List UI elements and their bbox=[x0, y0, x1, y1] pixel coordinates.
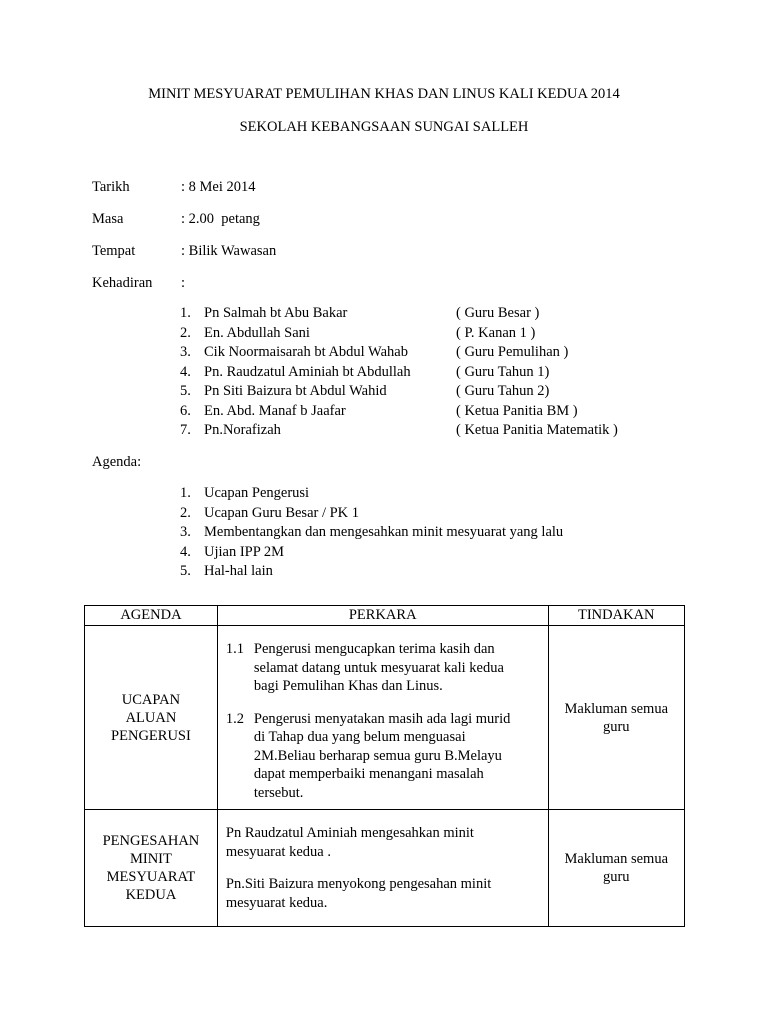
attendee-name: Cik Noormaisarah bt Abdul Wahab bbox=[204, 344, 408, 360]
list-item bbox=[180, 363, 660, 383]
attendee-role: ( Guru Tahun 2) bbox=[456, 383, 550, 399]
attendee-name: Pn Siti Baizura bt Abdul Wahid bbox=[204, 383, 387, 399]
perkara-item bbox=[226, 710, 540, 803]
perkara-cell bbox=[217, 810, 548, 927]
tindakan-line: guru bbox=[602, 869, 630, 885]
school-name: SEKOLAH KEBANGSAAN SUNGAI SALLEH bbox=[239, 119, 529, 135]
list-number: 4. bbox=[180, 363, 191, 380]
item-text-line: bagi Pemulihan Khas dan Linus. bbox=[253, 678, 443, 694]
info-value: : Bilik Wawasan bbox=[181, 243, 277, 259]
item-number: 1.2 bbox=[225, 710, 244, 727]
agenda-cell-line: KEDUA bbox=[125, 887, 177, 903]
agenda-item-text: Ujian IPP 2M bbox=[204, 543, 285, 560]
tindakan-line: guru bbox=[602, 718, 630, 735]
list-number: 5. bbox=[180, 383, 191, 399]
agenda-cell-line: MINIT bbox=[129, 851, 172, 867]
agenda-list bbox=[180, 484, 660, 582]
info-masa bbox=[92, 211, 592, 231]
agenda-cell-line: PENGESAHAN bbox=[102, 833, 200, 849]
list-number: 1. bbox=[180, 305, 191, 321]
column-header-perkara: PERKARA bbox=[217, 606, 548, 626]
paragraph-line: mesyuarat kedua . bbox=[225, 843, 331, 860]
attendee-name: Pn.Norafizah bbox=[204, 422, 281, 438]
list-item bbox=[180, 523, 660, 543]
item-text-line: Pengerusi mengucapkan terima kasih dan bbox=[253, 641, 495, 657]
attendee-role: ( P. Kanan 1 ) bbox=[456, 324, 536, 341]
item-text-line: di Tahap dua yang belum menguasai bbox=[253, 729, 466, 745]
info-tarikh bbox=[92, 179, 592, 199]
info-value: : bbox=[181, 275, 186, 291]
perkara-cell bbox=[217, 626, 548, 810]
minutes-table bbox=[84, 605, 685, 927]
agenda-cell-line: PENGERUSI bbox=[111, 727, 191, 744]
list-number: 4. bbox=[180, 543, 191, 560]
info-value: : 2.00 petang bbox=[181, 211, 260, 227]
list-item bbox=[180, 343, 660, 363]
tindakan-line: Makluman semua bbox=[564, 700, 669, 717]
list-item bbox=[180, 543, 660, 563]
paragraph-line: Pn.Siti Baizura menyokong pengesahan minit bbox=[225, 876, 492, 892]
attendee-role: ( Ketua Panitia Matematik ) bbox=[456, 422, 618, 438]
list-number: 3. bbox=[180, 344, 191, 360]
list-number: 2. bbox=[180, 324, 191, 341]
item-text-line: dapat memperbaiki menangani masalah bbox=[253, 766, 484, 782]
list-item bbox=[180, 402, 660, 422]
attendee-role: ( Guru Tahun 1) bbox=[456, 363, 550, 380]
info-value: : 8 Mei 2014 bbox=[181, 179, 256, 195]
agenda-item-text: Ucapan Pengerusi bbox=[204, 485, 310, 501]
list-item bbox=[180, 484, 660, 504]
agenda-cell bbox=[85, 626, 218, 810]
table-row bbox=[85, 626, 685, 810]
list-number: 5. bbox=[180, 563, 191, 579]
item-text-line: selamat datang untuk mesyuarat kali kedua bbox=[253, 659, 504, 676]
agenda-item-text: Ucapan Guru Besar / PK 1 bbox=[204, 504, 360, 521]
list-number: 1. bbox=[180, 485, 191, 501]
agenda-cell-line: MESYUARAT bbox=[106, 869, 196, 885]
list-item bbox=[180, 382, 660, 402]
info-tempat bbox=[92, 243, 592, 263]
agenda-item-text: Membentangkan dan mengesahkan minit mesyuarat yang lalu bbox=[204, 524, 564, 540]
info-label: Tarikh bbox=[92, 179, 130, 195]
list-number: 6. bbox=[180, 402, 191, 419]
list-item bbox=[180, 324, 660, 344]
list-number: 2. bbox=[180, 504, 191, 521]
agenda-cell-line: UCAPAN bbox=[121, 691, 181, 708]
paragraph-line: Pn Raudzatul Aminiah mengesahkan minit bbox=[225, 825, 474, 841]
item-text-line: 2M.Beliau berharap semua guru B.Melayu bbox=[253, 747, 502, 764]
table-row bbox=[85, 810, 685, 927]
attendance-list bbox=[180, 304, 660, 441]
attendee-name: En. Abdullah Sani bbox=[204, 324, 310, 341]
perkara-paragraph bbox=[226, 824, 540, 861]
info-label: Kehadiran bbox=[92, 275, 153, 291]
perkara-paragraph bbox=[226, 875, 540, 912]
attendee-role: ( Ketua Panitia BM ) bbox=[456, 402, 578, 419]
attendee-name: Pn Salmah bt Abu Bakar bbox=[204, 305, 348, 321]
list-item bbox=[180, 304, 660, 324]
tindakan-line: Makluman semua bbox=[564, 851, 669, 867]
list-item bbox=[180, 562, 660, 582]
list-number: 3. bbox=[180, 524, 191, 540]
list-item bbox=[180, 421, 660, 441]
item-text-line: Pengerusi menyatakan masih ada lagi murid bbox=[253, 710, 511, 727]
agenda-cell-line: ALUAN bbox=[125, 709, 177, 726]
item-number: 1.1 bbox=[225, 641, 244, 657]
attendee-role: ( Guru Pemulihan ) bbox=[456, 344, 569, 360]
info-label: Masa bbox=[92, 211, 124, 227]
column-header-agenda: AGENDA bbox=[85, 606, 218, 626]
column-header-tindakan: TINDAKAN bbox=[548, 606, 684, 626]
info-label: Tempat bbox=[92, 243, 136, 259]
attendee-role: ( Guru Besar ) bbox=[456, 305, 540, 321]
table-header-row bbox=[85, 606, 685, 626]
paragraph-line: mesyuarat kedua. bbox=[225, 894, 328, 911]
tindakan-cell bbox=[548, 810, 684, 927]
list-item bbox=[180, 504, 660, 524]
item-text-line: tersebut. bbox=[253, 784, 304, 801]
tindakan-cell bbox=[548, 626, 684, 810]
agenda-heading: Agenda: bbox=[92, 454, 142, 470]
list-number: 7. bbox=[180, 422, 191, 438]
attendee-name: Pn. Raudzatul Aminiah bt Abdullah bbox=[204, 363, 411, 380]
attendee-name: En. Abd. Manaf b Jaafar bbox=[204, 402, 346, 419]
perkara-item bbox=[226, 640, 540, 696]
agenda-cell bbox=[85, 810, 218, 927]
agenda-item-text: Hal-hal lain bbox=[204, 563, 273, 579]
info-kehadiran bbox=[92, 275, 592, 295]
document-title: MINIT MESYUARAT PEMULIHAN KHAS DAN LINUS KALI KEDUA 2014 bbox=[148, 86, 620, 102]
